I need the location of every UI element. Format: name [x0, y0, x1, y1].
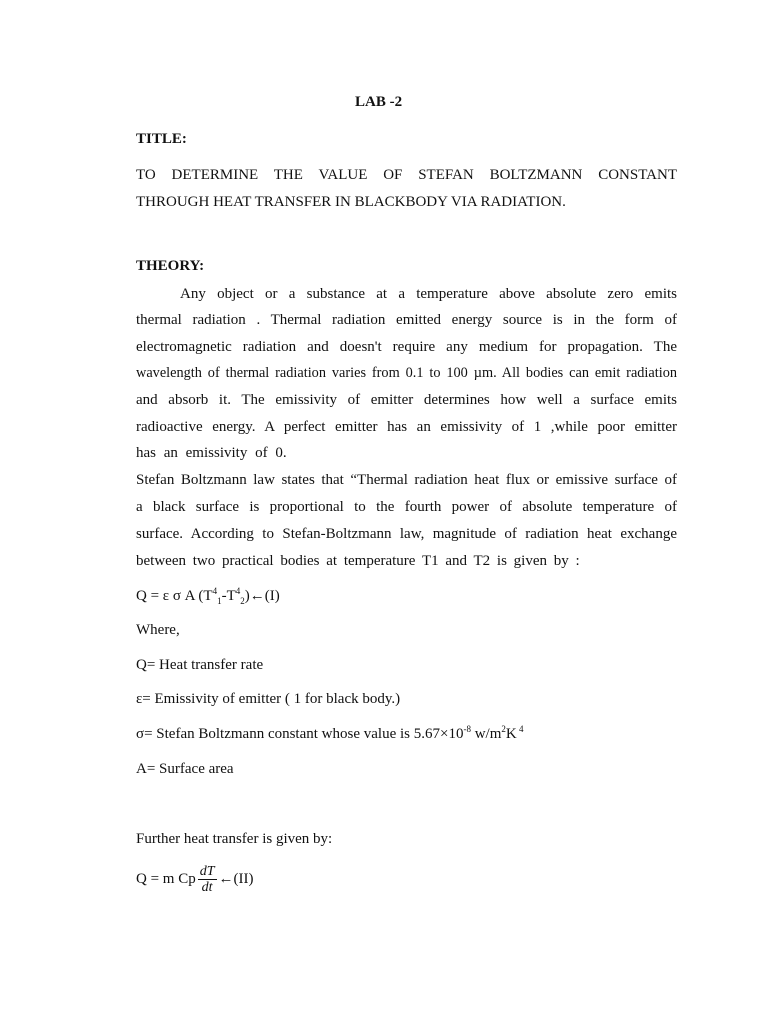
theory-p2-line-3: surface. According to Stefan-Boltzmann law, magnitude of radiation heat exchange: [136, 526, 677, 542]
theory-p1-line-4: wavelength of thermal radiation varies from 0.1 to 100 µm. All bodies can emit radiation: [136, 365, 677, 381]
theory-heading: THEORY:: [136, 258, 205, 274]
definition-sigma: σ= Stefan Boltzmann constant whose value is $5.67\times 10^{-8}$ $w/m^2K$ $^4$: [136, 724, 524, 742]
theory-p2-line-2: a black surface is proportional to the fourth power of absolute temperature of: [136, 499, 677, 515]
lab-number: LAB -2: [355, 94, 403, 110]
definition-area: A= Surface area: [136, 761, 234, 777]
theory-p2-line-4: between two practical bodies at temperature T1 and T2 is given by :: [136, 553, 580, 569]
title-line-1: TO DETERMINE THE VALUE OF STEFAN BOLTZMANN CONSTANT: [136, 167, 677, 183]
theory-p2-line-1: Stefan Boltzmann law states that “Thermal radiation heat flux or emissive surface of: [136, 472, 677, 488]
derivative-fraction: $\frac{dT}{dt}$: [199, 864, 215, 895]
theory-p1-line-5: and absorb it. The emissivity of emitter determines how well a surface emits: [136, 392, 677, 408]
equation-1: Q = ε σ A $(T^4_1-T^4_2)\leftarrow(I)$: [136, 586, 280, 606]
equation-2: Q = m Cp $\frac{dT}{dt}$ ←(II): [136, 864, 254, 895]
further-text: Further heat transfer is given by:: [136, 831, 333, 847]
where-label: Where,: [136, 622, 180, 638]
title-heading: TITLE:: [136, 131, 187, 147]
theory-p1-line-6: radioactive energy. A perfect emitter has an emissivity of 1 ,while poor emitter: [136, 419, 677, 435]
definition-q: Q= Heat transfer rate: [136, 657, 264, 673]
definition-emissivity: ε= Emissivity of emitter ( 1 for black body.): [136, 691, 401, 707]
theory-p1-line-2: thermal radiation . Thermal radiation emitted energy source is in the form of: [136, 312, 677, 328]
theory-p1-line-3: electromagnetic radiation and doesn't require any medium for propagation. The: [136, 339, 677, 355]
theory-p1-line-1: Any object or a substance at a temperature above absolute zero emits: [180, 286, 677, 302]
theory-p1-line-7: has an emissivity of 0.: [136, 445, 287, 461]
title-line-2: THROUGH HEAT TRANSFER IN BLACKBODY VIA RADIATION.: [136, 194, 566, 210]
